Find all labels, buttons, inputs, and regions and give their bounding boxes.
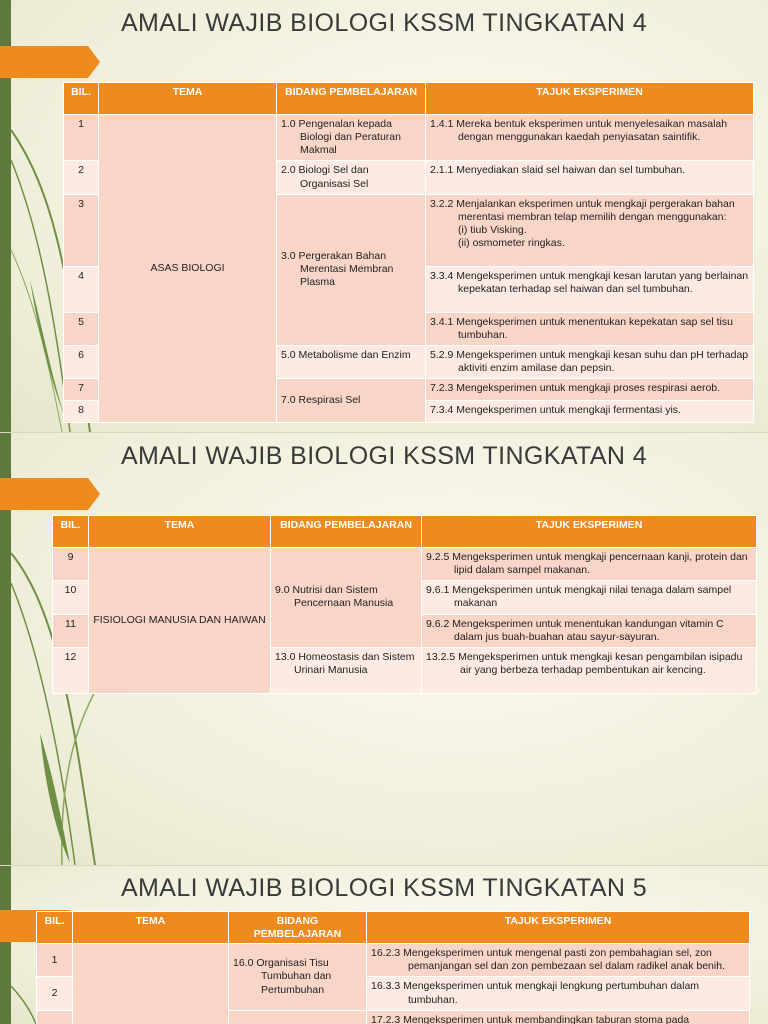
tajuk-cell xyxy=(422,581,757,614)
tajuk-cell xyxy=(426,266,754,312)
tajuk-sub-item: (i) tiub Visking. xyxy=(458,223,527,236)
tajuk-text: 3.2.2 Menjalankan eksperimen untuk mengkaji pergerakan bahan merentasi membran telap memilih dengan menggunakan: xyxy=(430,197,735,223)
bil-cell: 3 xyxy=(64,194,99,266)
tema-cell: FISIOLOGI MANUSIA DAN HAIWAN xyxy=(89,548,271,694)
table-row xyxy=(37,944,750,977)
bidang-text: 1.0 Pengenalan kepada Biologi dan Peraturan Makmal xyxy=(281,118,401,157)
bil-cell: 8 xyxy=(64,401,99,423)
tajuk-text: 9.2.5 Mengeksperimen untuk mengkaji pencernaan kanji, protein dan lipid dalam sampel makanan. xyxy=(426,551,748,577)
experiment-table xyxy=(63,82,754,423)
bil-cell: 10 xyxy=(53,581,89,614)
bil-cell: 11 xyxy=(53,614,89,647)
header-tema: TEMA xyxy=(99,83,277,115)
bidang-cell xyxy=(271,647,422,693)
bidang-text: 2.0 Biologi Sel dan Organisasi Sel xyxy=(281,164,369,190)
bil-cell: 5 xyxy=(64,312,99,345)
header-tajuk: TAJUK EKSPERIMEN xyxy=(422,516,757,548)
header-tajuk: TAJUK EKSPERIMEN xyxy=(367,912,750,944)
bidang-cell xyxy=(277,379,426,423)
slide-title: AMALI WAJIB BIOLOGI KSSM TINGKATAN 5 xyxy=(120,874,648,902)
tajuk-text: 9.6.1 Mengeksperimen untuk mengkaji nilai tenaga dalam sampel makanan xyxy=(426,584,732,610)
header-tajuk: TAJUK EKSPERIMEN xyxy=(426,83,754,115)
tajuk-text: 3.4.1 Mengeksperimen untuk menentukan kepekatan sap sel tisu tumbuhan. xyxy=(430,315,733,341)
experiment-table xyxy=(52,515,757,694)
table-row xyxy=(53,548,757,581)
table-header-row xyxy=(64,83,754,115)
bidang-cell xyxy=(271,548,422,648)
slide-2 xyxy=(0,433,768,865)
tajuk-cell xyxy=(426,115,754,161)
header-bidang: BIDANG PEMBELAJARAN xyxy=(277,83,426,115)
orange-arrow-tab xyxy=(0,46,100,78)
tajuk-text: 16.3.3 Mengeksperimen untuk mengkaji lengkung pertumbuhan dalam tumbuhan. xyxy=(371,980,700,1006)
tajuk-cell xyxy=(426,401,754,423)
bidang-text: 5.0 Metabolisme dan Enzim xyxy=(281,348,411,361)
tajuk-text: 2.1.1 Menyediakan slaid sel haiwan dan sel tumbuhan. xyxy=(430,164,686,177)
bil-cell: 2 xyxy=(64,161,99,194)
bidang-cell xyxy=(229,944,367,1011)
tajuk-cell xyxy=(367,944,750,977)
tajuk-text: 9.6.2 Mengeksperimen untuk menentukan kandungan vitamin C dalam jus buah-buahan atau sayur-sayuran. xyxy=(426,617,724,643)
bil-cell: 12 xyxy=(53,647,89,693)
bidang-cell xyxy=(277,345,426,378)
bil-cell xyxy=(37,1010,73,1024)
orange-arrow-tab xyxy=(0,478,100,510)
header-bidang: BIDANG PEMBELAJARAN xyxy=(229,912,367,944)
table-row xyxy=(64,115,754,161)
slide-title: AMALI WAJIB BIOLOGI KSSM TINGKATAN 4 xyxy=(120,442,648,470)
bil-cell: 6 xyxy=(64,345,99,378)
tajuk-text: 3.3.4 Mengeksperimen untuk mengkaji kesan larutan yang berlainan kepekatan terhadap sel haiwan dan sel tumbuhan. xyxy=(430,269,749,295)
tajuk-cell xyxy=(426,194,754,266)
bidang-cell xyxy=(277,115,426,161)
tajuk-cell xyxy=(426,345,754,378)
tajuk-cell xyxy=(367,977,750,1010)
slide-title: AMALI WAJIB BIOLOGI KSSM TINGKATAN 4 xyxy=(120,9,648,37)
bil-cell: 1 xyxy=(37,944,73,977)
bil-cell: 7 xyxy=(64,379,99,401)
bidang-cell xyxy=(277,194,426,345)
tema-cell: ASAS BIOLOGI xyxy=(99,115,277,423)
tajuk-cell xyxy=(426,161,754,194)
tajuk-sub-item: (ii) osmometer ringkas. xyxy=(458,237,565,249)
header-bil: BIL. xyxy=(64,83,99,115)
tajuk-text: 13.2.5 Mengeksperimen untuk mengkaji kesan pengambilan isipadu air yang berbeza terhadap pembentukan air kencing. xyxy=(426,650,743,676)
slide-1 xyxy=(0,0,768,432)
table-header-row xyxy=(53,516,757,548)
tajuk-text: 1.4.1 Mereka bentuk eksperimen untuk menyelesaikan masalah dengan menggunakan kaedah penyiasatan saintifik. xyxy=(430,118,728,144)
tajuk-text: 7.2.3 Mengeksperimen untuk mengkaji proses respirasi aerob. xyxy=(430,382,721,395)
tajuk-cell xyxy=(422,647,757,693)
slide-3 xyxy=(0,866,768,1024)
header-bil: BIL. xyxy=(37,912,73,944)
bil-cell: 9 xyxy=(53,548,89,581)
bidang-text: 9.0 Nutrisi dan Sistem Pencernaan Manusia xyxy=(275,584,394,610)
tajuk-cell xyxy=(367,1010,750,1024)
bil-cell: 1 xyxy=(64,115,99,161)
tajuk-cell xyxy=(426,379,754,401)
tema-cell xyxy=(73,944,229,1024)
bidang-cell xyxy=(277,161,426,194)
table-header-row xyxy=(37,912,750,944)
tajuk-text: 5.2.9 Mengeksperimen untuk mengkaji kesan suhu dan pH terhadap aktiviti enzim amilase dan pepsin. xyxy=(430,348,749,374)
header-bil: BIL. xyxy=(53,516,89,548)
bidang-text: 13.0 Homeostasis dan Sistem Urinari Manusia xyxy=(275,650,415,676)
tajuk-text: 16.2.3 Mengeksperimen untuk mengenal pasti zon pembahagian sel, zon pemanjangan sel dan zon pembezaan sel dalam radikel anak benih. xyxy=(371,947,725,973)
header-tema: TEMA xyxy=(89,516,271,548)
experiment-table xyxy=(36,911,750,1024)
tajuk-cell xyxy=(422,548,757,581)
bidang-text: 16.0 Organisasi Tisu Tumbuhan dan Pertumbuhan xyxy=(233,957,332,996)
tajuk-cell xyxy=(422,614,757,647)
bil-cell: 4 xyxy=(64,266,99,312)
tajuk-text: 17.2.3 Mengeksperimen untuk membandingkan taburan stoma pada xyxy=(371,1013,690,1024)
tajuk-cell xyxy=(426,312,754,345)
header-tema: TEMA xyxy=(73,912,229,944)
bidang-cell xyxy=(229,1010,367,1024)
bidang-text: 7.0 Respirasi Sel xyxy=(281,394,361,407)
tajuk-text: 7.3.4 Mengeksperimen untuk mengkaji fermentasi yis. xyxy=(430,404,681,417)
bil-cell: 2 xyxy=(37,977,73,1010)
bidang-text: 3.0 Pergerakan Bahan Merentasi Membran Plasma xyxy=(281,250,394,289)
header-bidang: BIDANG PEMBELAJARAN xyxy=(271,516,422,548)
